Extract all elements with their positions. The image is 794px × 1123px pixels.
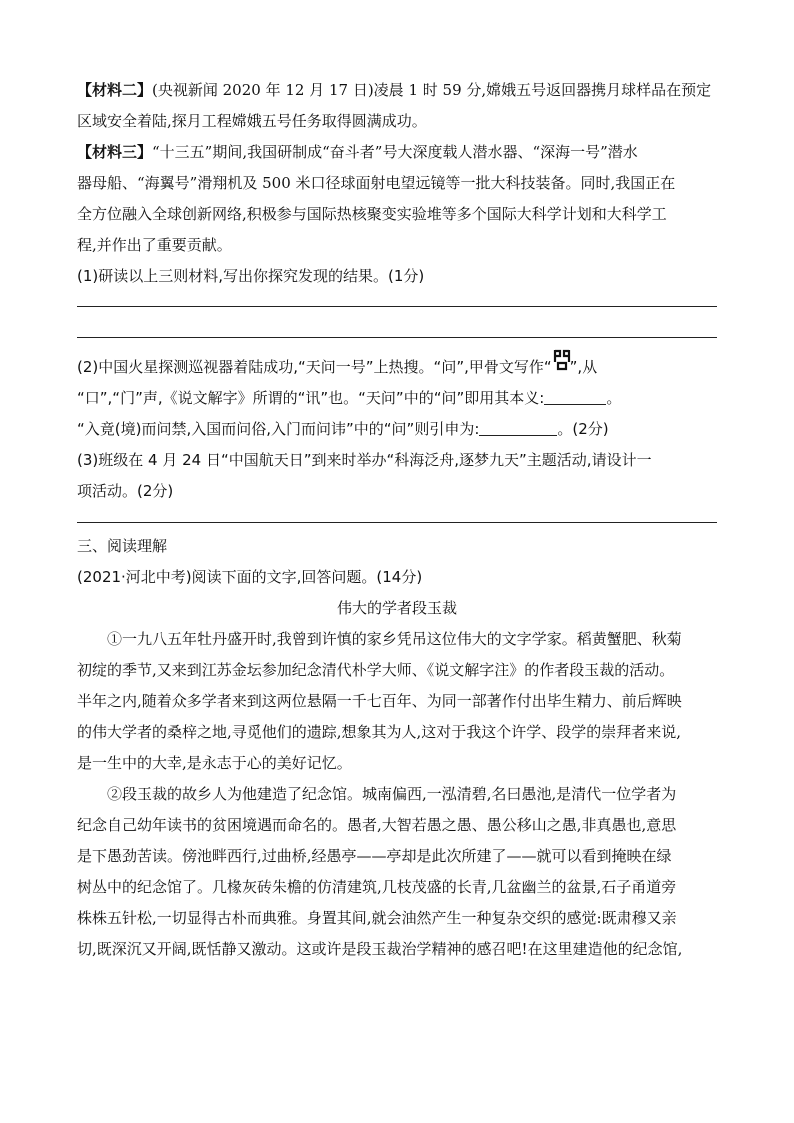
q2-text-b: ”,从 [569, 358, 598, 376]
material2-text: (央视新闻 2020 年 12 月 17 日)凌晨 1 时 59 分,嫦娥五号返回器携月球样品在预定 [152, 81, 712, 99]
q2-text-c: “口”,“门”声,《说文解字》所谓的“讯”也。“天问”中的“问”即用其本义: [77, 389, 545, 407]
q2-text-e: “入竟(境)而问禁,入国而问俗,入门而问讳”中的“问”则引申为: [77, 420, 480, 438]
para2-line2: 纪念自己幼年读书的贫困境遇而命名的。愚者,大智若愚之愚、愚公移山之愚,非真愚也,意思 [77, 816, 677, 834]
para2-line5: 株株五针松,一切显得古朴而典雅。身置其间,就会油然产生一种复杂交织的感觉:既肃穆又亲 [77, 909, 677, 927]
oracle-bone-wen-glyph-icon [552, 353, 570, 375]
para1-line1: ①一九八五年牡丹盛开时,我曾到许慎的家乡凭吊这位伟大的文字学家。稻黄蟹肥、秋菊 [107, 630, 682, 648]
article-title: 伟大的学者段玉裁 [336, 599, 457, 617]
question-3-line2: 项活动。(2分) [77, 482, 174, 500]
material3-text: “十三五”期间,我国研制成“奋斗者”号大深度载人潜水器、“深海一号”潜水 [152, 143, 638, 161]
q2-blank-2[interactable] [479, 421, 557, 436]
material3-label: 【材料三】 [77, 143, 153, 161]
material3-line1 [77, 137, 717, 168]
para1-line4: 的伟大学者的桑梓之地,寻觅他们的遗踪,想象其为人,这对于我这个许学、段学的崇拜者来说, [77, 723, 682, 741]
para2-line1: ②段玉裁的故乡人为他建造了纪念馆。城南偏西,一泓清碧,名曰愚池,是清代一位学者为 [107, 785, 677, 803]
document-page [77, 75, 717, 965]
para2-line6: 切,既深沉又开阔,既恬静又激动。这或许是段玉裁治学精神的感召吧!在这里建造他的纪念馆, [77, 940, 683, 958]
q2-text-f: 。(2分) [557, 420, 609, 438]
question-1: (1)研读以上三则材料,写出你探究发现的结果。(1分) [77, 267, 425, 285]
material3-line4: 程,并作出了重要贡献。 [77, 236, 232, 254]
question-3-line1: (3)班级在 4 月 24 日“中国航天日”到来时举办“科海泛舟,逐梦九天”主题活动,请设计一 [77, 451, 652, 469]
para1-line2: 初绽的季节,又来到江苏金坛参加纪念清代朴学大师、《说文解字注》的作者段玉裁的活动。 [77, 661, 675, 679]
section-source: (2021·河北中考)阅读下面的文字,回答问题。(14分) [77, 568, 423, 586]
para2-line3: 是下愚劲苦读。傍池畔西行,过曲桥,经愚亭——亭却是此次所建了——就可以看到掩映在绿 [77, 847, 672, 865]
q2-text-d: 。 [606, 389, 622, 407]
question-2-line1 [77, 352, 717, 383]
material3-line2: 器母船、“海翼号”滑翔机及 500 米口径球面射电望远镜等一批大科技装备。同时,我国正在 [77, 174, 676, 192]
material3-line3: 全方位融入全球创新网络,积极参与国际热核聚变实验堆等多个国际大科学计划和大科学工 [77, 205, 667, 223]
para1-line5: 是一生中的大幸,是永志于心的美好记忆。 [77, 754, 352, 772]
question-2-line2 [77, 383, 717, 414]
material2-label: 【材料二】 [77, 81, 153, 99]
question-2-line3 [77, 414, 717, 445]
material2-line1 [77, 75, 717, 106]
section-heading: 三、阅读理解 [77, 537, 168, 555]
para2-line4: 树丛中的纪念馆了。几椽灰砖朱檐的仿清建筑,几枝茂盛的长青,几盆幽兰的盆景,石子甬道旁 [77, 878, 677, 896]
q2-blank-1[interactable] [544, 390, 606, 405]
material2-line2: 区域安全着陆,探月工程嫦娥五号任务取得圆满成功。 [77, 112, 427, 130]
para1-line3: 半年之内,随着众多学者来到这两位悬隔一千七百年、为同一部著作付出毕生精力、前后辉映 [77, 692, 682, 710]
q2-text-a: (2)中国火星探测巡视器着陆成功,“天问一号”上热搜。“问”,甲骨文写作“ [77, 358, 552, 376]
